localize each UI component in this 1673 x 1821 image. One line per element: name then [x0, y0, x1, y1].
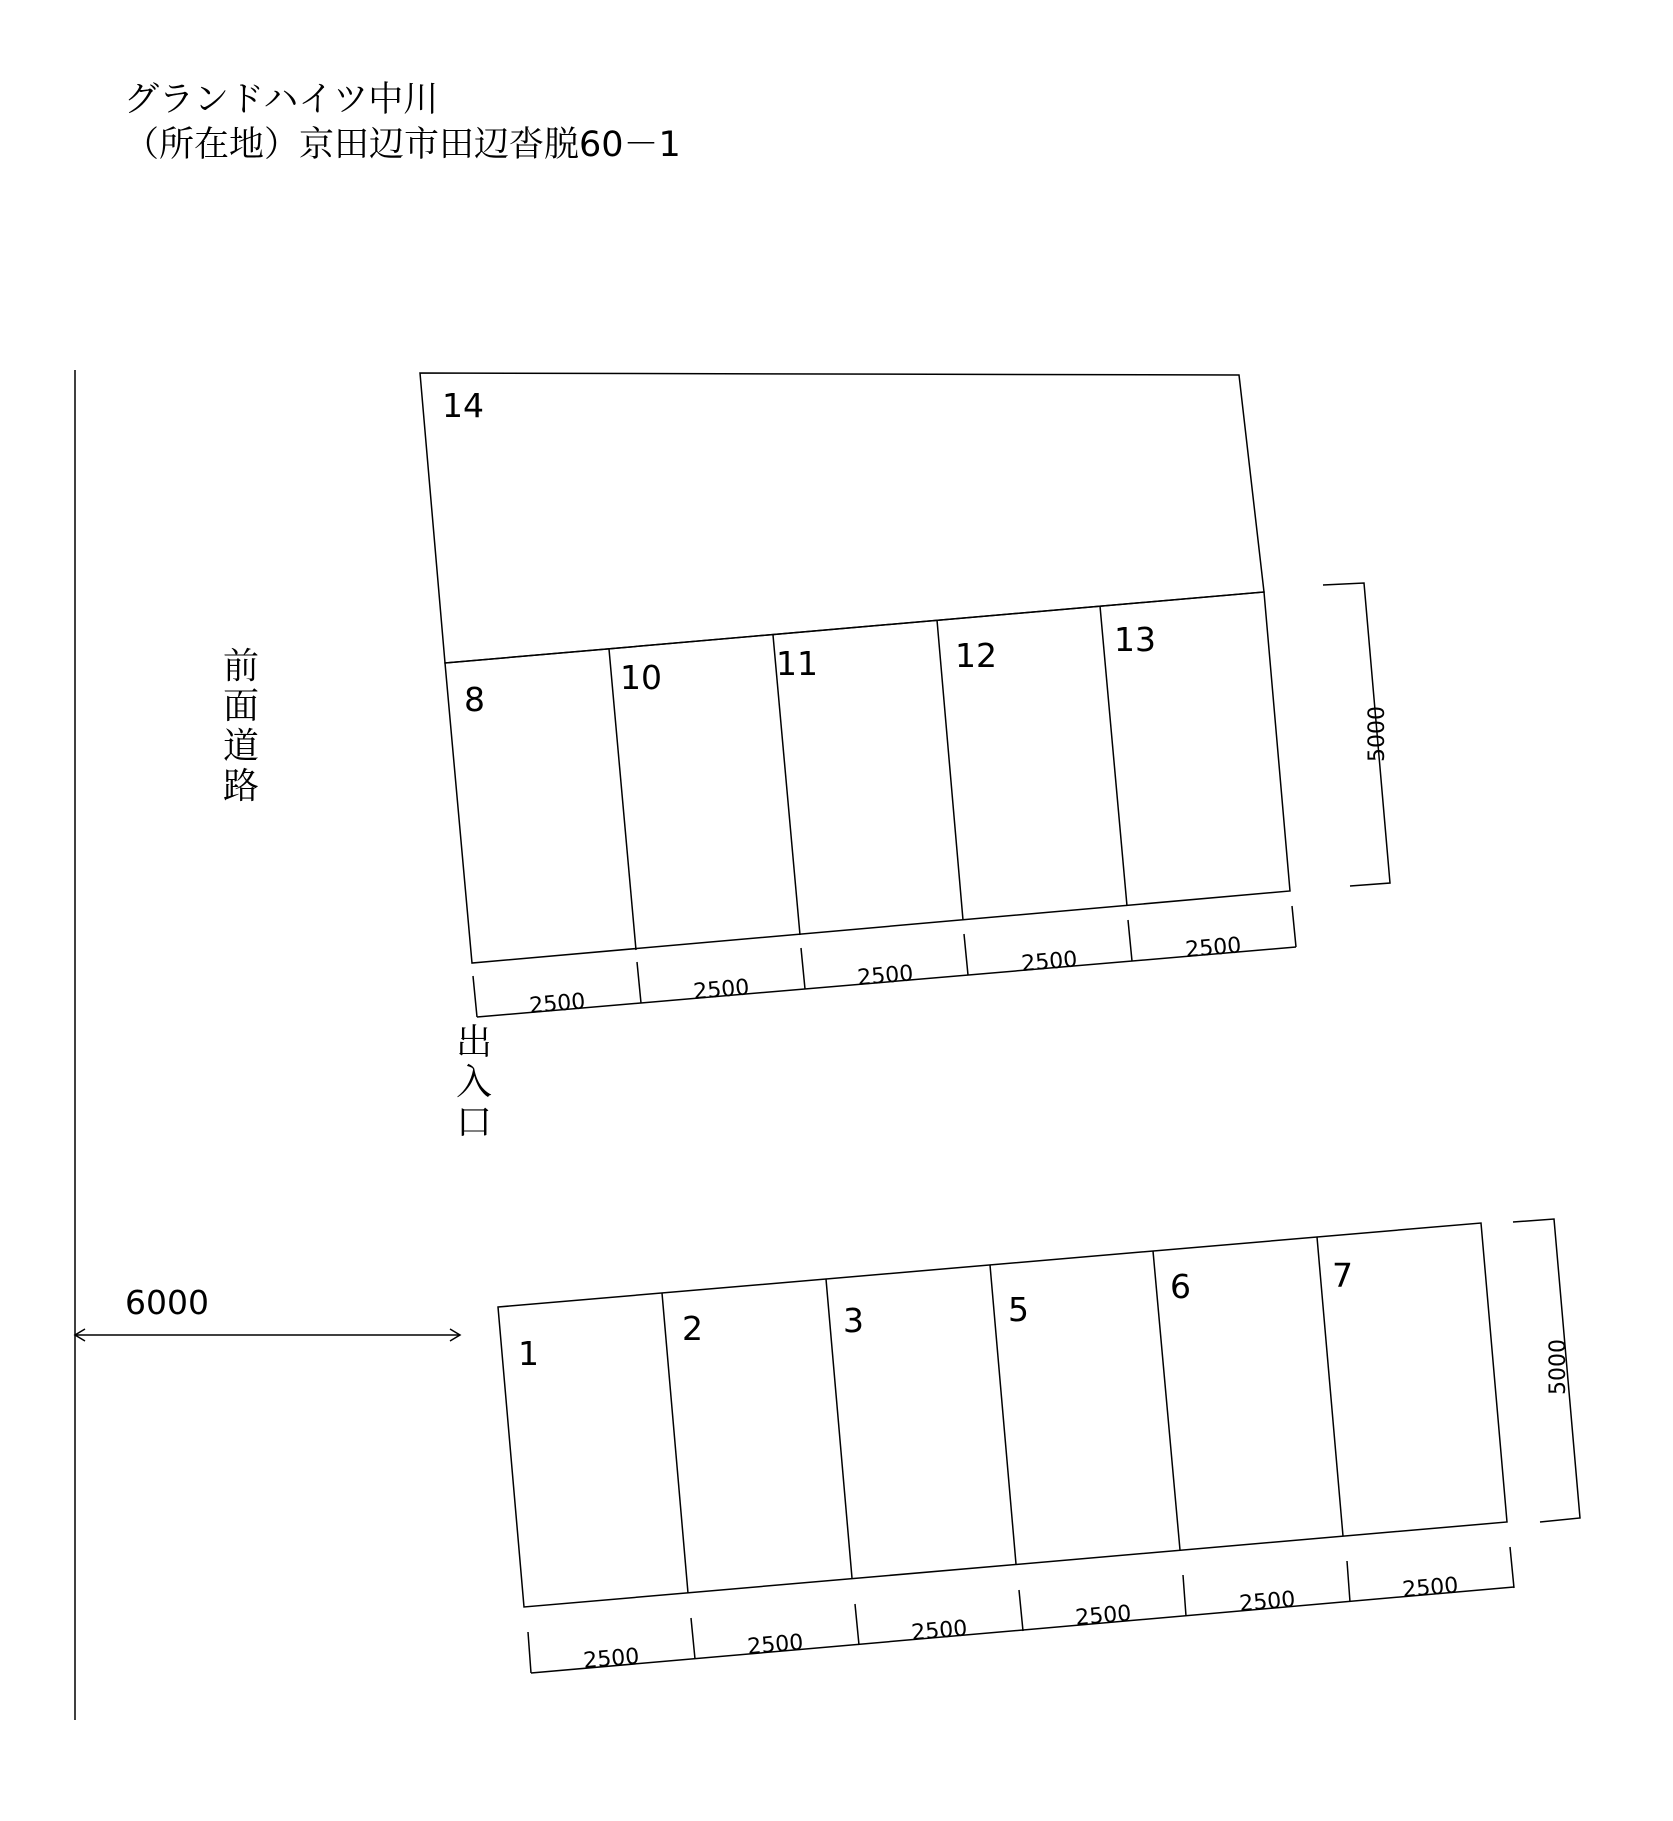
upper-width-tick-5 [1292, 906, 1296, 947]
lower-width-label-6: 2500 [1401, 1573, 1460, 1603]
lower-width-label-3: 2500 [910, 1616, 969, 1646]
space-number-6: 6 [1170, 1267, 1191, 1306]
upper-width-label-1: 2500 [528, 989, 587, 1019]
upper-width-label-2: 2500 [692, 975, 751, 1005]
upper-width-tick-1 [637, 962, 641, 1003]
lower-width-tick-5 [1347, 1561, 1350, 1602]
space-number-13: 13 [1114, 620, 1156, 659]
upper-width-tick-0 [473, 976, 477, 1017]
lower-width-tick-4 [1183, 1575, 1186, 1616]
address: （所在地）京田辺市田辺沓脱60－1 [124, 125, 681, 165]
road-label-char-2: 面 [223, 686, 260, 727]
road-label-char-3: 道 [223, 726, 260, 767]
upper-width-label-3: 2500 [856, 961, 915, 991]
upper-width-label-5: 2500 [1184, 933, 1243, 963]
road-width-label: 6000 [125, 1283, 209, 1322]
road-label-char-4: 路 [223, 766, 260, 807]
lower-width-label-2: 2500 [746, 1630, 805, 1660]
space-number-2: 2 [682, 1309, 703, 1348]
upper-width-tick-4 [1128, 920, 1132, 961]
lower-width-tick-6 [1510, 1547, 1514, 1588]
lower-width-label-5: 2500 [1238, 1587, 1297, 1617]
space-number-14: 14 [442, 386, 484, 425]
lower-width-label-1: 2500 [582, 1644, 641, 1674]
space-number-11: 11 [776, 644, 818, 683]
space-number-7: 7 [1332, 1256, 1353, 1295]
upper-width-tick-3 [964, 934, 968, 975]
lower-width-tick-2 [855, 1604, 859, 1645]
road-label-char-1: 前 [223, 646, 260, 687]
space-number-8: 8 [464, 680, 485, 719]
upper-width-tick-2 [801, 948, 805, 989]
lower-width-tick-3 [1019, 1590, 1023, 1631]
upper-row-outline [445, 592, 1290, 963]
building-name: グランドハイツ中川 [124, 80, 439, 120]
upper-depth-label: 5000 [1365, 706, 1390, 762]
lower-width-tick-1 [691, 1618, 695, 1659]
space-number-1: 1 [518, 1334, 539, 1373]
space-number-5: 5 [1008, 1290, 1029, 1329]
lower-width-label-4: 2500 [1074, 1601, 1133, 1631]
upper-width-label-4: 2500 [1020, 947, 1079, 977]
lower-depth-label: 5000 [1546, 1339, 1571, 1395]
space-number-3: 3 [843, 1301, 864, 1340]
entrance-label-char-2: 入 [456, 1062, 493, 1103]
space-number-10: 10 [620, 658, 662, 697]
space-number-12: 12 [955, 636, 997, 675]
entrance-label-char-1: 出 [456, 1022, 493, 1063]
entrance-label-char-3: 口 [456, 1102, 493, 1143]
lower-width-tick-0 [528, 1632, 531, 1673]
